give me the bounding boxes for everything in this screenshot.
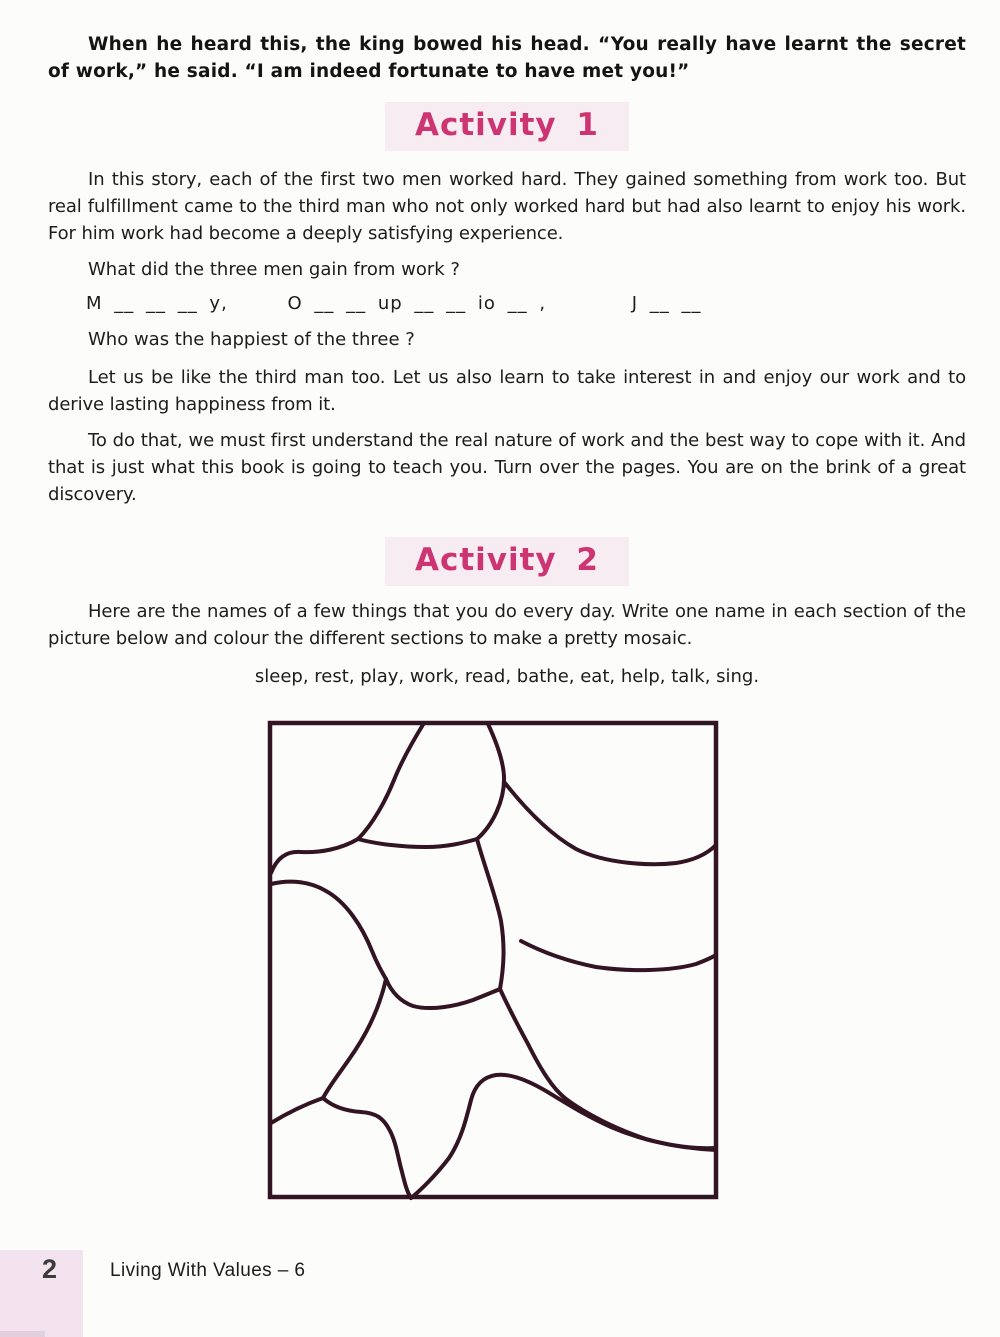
mosaic-border — [270, 723, 716, 1197]
blank-word-money: M __ __ __ y, — [86, 293, 228, 314]
blank-word-joy: J __ __ — [631, 293, 702, 314]
activity-2-word-list: sleep, rest, play, work, read, bathe, eat, help, talk, sing. — [254, 666, 760, 687]
mosaic-lower-left-line — [271, 1098, 323, 1123]
mosaic-dome-right-line — [477, 724, 504, 839]
mosaic-upper-left-line — [271, 839, 358, 873]
mosaic-bottom-hill-line — [411, 1075, 716, 1198]
mosaic-left-diagonal — [271, 882, 386, 979]
fill-in-the-blanks-row — [48, 290, 966, 317]
mosaic-valley-line — [386, 979, 500, 1008]
mosaic-lower-diagonal — [323, 979, 386, 1098]
mosaic-dome-left-line — [358, 723, 424, 839]
activity-2-intro-paragraph: Here are the names of a few things that you do every day. Write one name in each section of the picture below and colour the different sections to make a pretty mosaic. — [48, 601, 966, 649]
page-number: 2 — [42, 1254, 58, 1284]
activity-1-heading-row — [48, 85, 966, 151]
mosaic-central-descender — [477, 839, 716, 1148]
paragraph-to-do-that: To do that, we must first understand the real nature of work and the best way to cope with it. And that is just what this book is going to teach you. Turn over the pages. You are on the brink of a great discovery. — [48, 430, 966, 505]
activity-2-heading-row — [48, 537, 966, 586]
activity-2-heading-band — [385, 537, 629, 586]
activity-1-intro-paragraph: In this story, each of the first two men worked hard. They gained something from work too. But real fulfillment came to the third man who not only worked hard but had also learnt to enjoy his work. For him work had become a deeply satisfying experience. — [48, 169, 966, 244]
mosaic-outline-picture — [265, 719, 720, 1201]
mosaic-right-wave-1 — [505, 783, 716, 864]
paragraph-third-man: Let us be like the third man too. Let us also learn to take interest in and enjoy our work and to derive lasting happiness from it. — [48, 367, 966, 415]
activity-1-question-2: Who was the happiest of the three ? — [88, 329, 415, 350]
activity-1-heading-band — [385, 102, 629, 151]
activity-1-title: Activity 1 — [414, 107, 600, 143]
mosaic-dome-bottom-line — [358, 839, 477, 847]
activity-1-question-1: What did the three men gain from work ? — [88, 259, 460, 280]
text-column — [48, 0, 966, 690]
mosaic-right-wave-2 — [521, 941, 716, 970]
blank-word-occupation: O __ __ up __ __ io __ , — [287, 293, 547, 314]
mosaic-wiggle-line — [323, 1098, 411, 1198]
footer-band-strip — [0, 1331, 45, 1337]
activity-2-title: Activity 2 — [414, 542, 600, 578]
book-title: Living With Values – 6 — [110, 1260, 306, 1281]
story-closing-paragraph: When he heard this, the king bowed his head. “You really have learnt the secret of work,” he said. “I am indeed fortunate to have met you!” — [48, 34, 966, 82]
